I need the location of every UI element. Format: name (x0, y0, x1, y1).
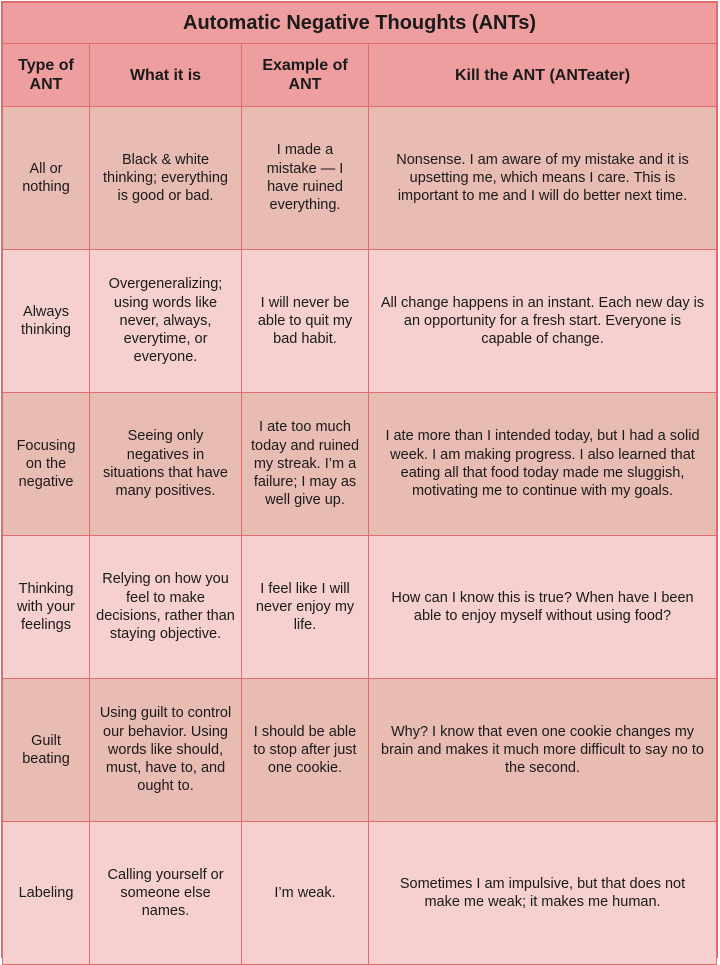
title-row (3, 3, 717, 44)
cell-what: Using guilt to control our behavior. Using words like should, must, have to, and ought to. (90, 679, 242, 822)
header-example: Example of ANT (242, 44, 369, 107)
cell-type: Thinking with your feelings (3, 536, 90, 679)
ants-table-frame (1, 1, 718, 958)
cell-kill: Nonsense. I am aware of my mistake and it is upsetting me, which means I care. This is important to me and I will do better next time. (369, 107, 717, 250)
cell-kill: Sometimes I am impulsive, but that does not make me weak; it makes me human. (369, 822, 717, 965)
header-row (3, 44, 717, 107)
table-row (3, 822, 717, 965)
cell-type: Labeling (3, 822, 90, 965)
cell-type: Always thinking (3, 250, 90, 393)
cell-example: I made a mistake — I have ruined everything. (242, 107, 369, 250)
ants-table (2, 2, 717, 965)
cell-type: Guilt beating (3, 679, 90, 822)
cell-type: All or nothing (3, 107, 90, 250)
cell-kill: I ate more than I intended today, but I had a solid week. I am making progress. I also learned that eating all that food today made me sluggish, motivating me to continue with my goals. (369, 393, 717, 536)
cell-type: Focusing on the negative (3, 393, 90, 536)
header-kill: Kill the ANT (ANTeater) (369, 44, 717, 107)
table-row (3, 679, 717, 822)
table-title: Automatic Negative Thoughts (ANTs) (3, 3, 717, 44)
table-row (3, 107, 717, 250)
cell-what: Overgeneralizing; using words like never, always, everytime, or everyone. (90, 250, 242, 393)
header-what: What it is (90, 44, 242, 107)
table-row (3, 250, 717, 393)
cell-kill: How can I know this is true? When have I been able to enjoy myself without using food? (369, 536, 717, 679)
table-row (3, 393, 717, 536)
cell-example: I will never be able to quit my bad habit. (242, 250, 369, 393)
table-row (3, 536, 717, 679)
cell-what: Black & white thinking; everything is good or bad. (90, 107, 242, 250)
cell-example: I should be able to stop after just one cookie. (242, 679, 369, 822)
cell-kill: Why? I know that even one cookie changes my brain and makes it much more difficult to say no to the second. (369, 679, 717, 822)
cell-what: Seeing only negatives in situations that have many positives. (90, 393, 242, 536)
cell-what: Calling yourself or someone else names. (90, 822, 242, 965)
cell-kill: All change happens in an instant. Each new day is an opportunity for a fresh start. Everyone is capable of change. (369, 250, 717, 393)
cell-example: I feel like I will never enjoy my life. (242, 536, 369, 679)
cell-example: I’m weak. (242, 822, 369, 965)
cell-example: I ate too much today and ruined my streak. I’m a failure; I may as well give up. (242, 393, 369, 536)
cell-what: Relying on how you feel to make decisions, rather than staying objective. (90, 536, 242, 679)
header-type: Type of ANT (3, 44, 90, 107)
